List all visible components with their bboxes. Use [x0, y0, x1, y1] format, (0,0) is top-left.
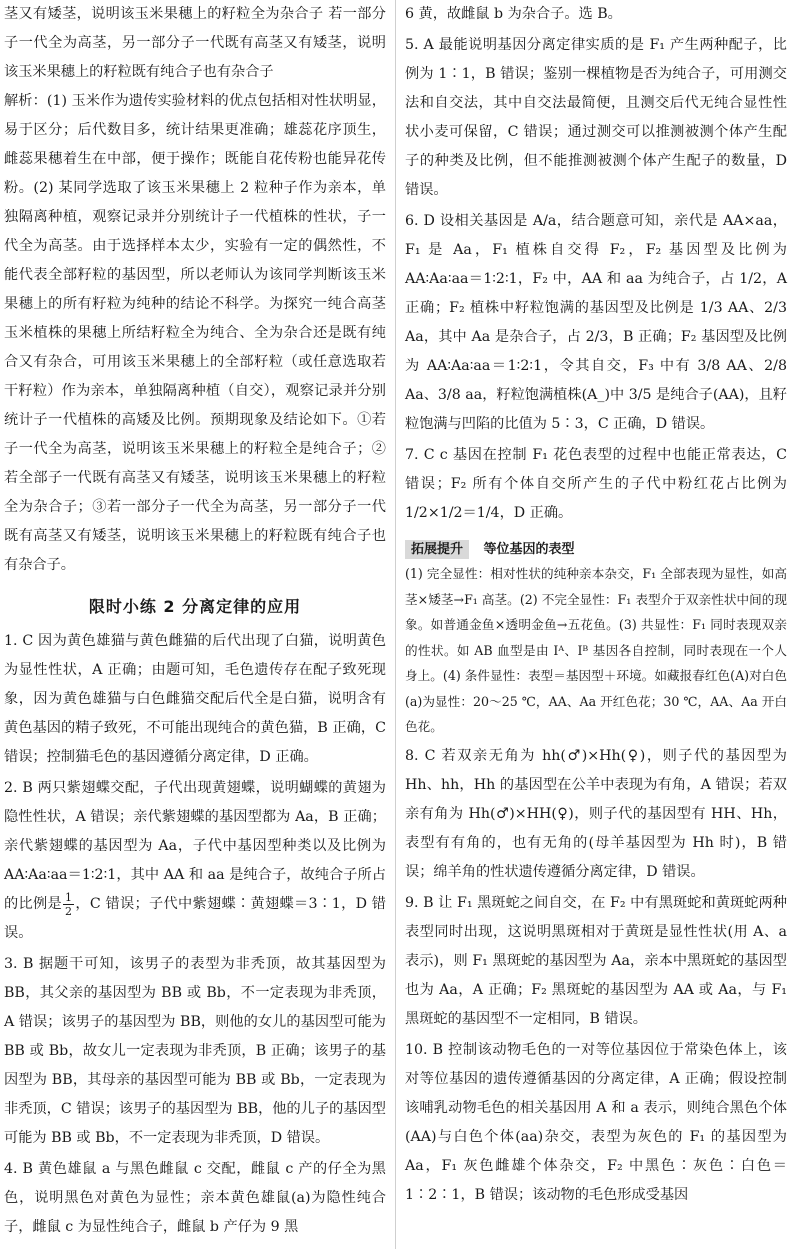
extension-tag: 拓展提升	[405, 540, 469, 559]
fraction-numerator: 1	[65, 890, 73, 904]
extension-header	[405, 538, 787, 557]
left-column	[4, 0, 386, 1242]
fraction-one-half	[63, 891, 74, 918]
column-divider	[395, 0, 396, 1249]
section-title: 限时小练 2 分离定律的应用	[88, 597, 302, 616]
intro-continuation: 茎又有矮茎，说明该玉米果穗上的籽粒全为杂合子 若一部分子一代全为高茎，另一部分子一代既有高茎又有矮茎，说明该玉米果穗上的籽粒既有纯合子也有杂合子	[4, 6, 386, 80]
answer-2	[4, 774, 386, 948]
answer-2-text-b: ，C 错误；子代中紫翅蝶∶黄翅蝶＝3∶1，D 错误。	[4, 896, 386, 941]
right-column	[405, 0, 787, 1210]
answer-5: 5. A 最能说明基因分离定律实质的是 F₁ 产生两种配子，比例为 1∶1，B 错误；鉴别一棵植物是否为纯合子，可用测交法和自交法，其中自交法最简便，且测交后代无纯合显性性状小麦可保留，C 错误；通过测交可以推测被测个体产生配子的种类及比例，但不能推测被测个体产生配子的数量，D 错误。	[405, 37, 787, 198]
answer-4: 4. B 黄色雄鼠 a 与黑色雌鼠 c 交配，雌鼠 c 产的仔全为黑色，说明黑色对黄色为显性；亲本黄色雄鼠(a)为隐性纯合子，雌鼠 c 为显性纯合子，雌鼠 b 产仔为 9 黑	[4, 1161, 386, 1235]
answer-2-text-a: 2. B 两只紫翅蝶交配，子代出现黄翅蝶，说明蝴蝶的黄翅为隐性性状，A 错误；亲代紫翅蝶的基因型都为 Aa，B 正确；亲代紫翅蝶的基因型为 Aa，子代中基因型种类以及比例为 AA∶Aa∶aa＝1∶2∶1，其中 AA 和 aa 是纯合子，故纯合子所占的比例是	[4, 780, 386, 912]
answer-7: 7. C c 基因在控制 F₁ 花色表型的过程中也能正常表达，C 错误；F₂ 所有个体自交所产生的子代中粉红花占比例为 1/2×1/2＝1/4，D 正确。	[405, 447, 787, 521]
answer-3: 3. B 据题干可知，该男子的表型为非秃顶，故其基因型为 BB，其父亲的基因型为 BB 或 Bb，不一定表现为非秃顶，A 错误；该男子的基因型为 BB，则他的女儿的基因型可能为 BB 或 Bb，故女儿一定表现为非秃顶，B 正确；该男子的基因型为 BB，其母亲的基因型可能为 BB 或 Bb，一定表现为非秃顶，C 错误；该男子的基因型为 BB，他的儿子的基因型可能为 BB 或 Bb，不一定表现为非秃顶，D 错误。	[4, 956, 386, 1146]
answer-1: 1. C 因为黄色雄猫与黄色雌猫的后代出现了白猫，说明黄色为显性性状，A 正确；由题可知，毛色遗传存在配子致死现象，因为黄色雄猫与白色雌猫交配后代全是白猫，说明含有黄色基因的精子致死，不可能出现纯合的黄色猫，B 正确，C 错误；控制猫毛色的基因遵循分离定律，D 正确。	[4, 633, 386, 765]
answer-10: 10. B 控制该动物毛色的一对等位基因位于常染色体上，该对等位基因的遗传遵循基因的分离定律，A 正确；假设控制该哺乳动物毛色的相关基因用 A 和 a 表示，则纯合黑色个体(AA)与白色个体(aa)杂交，表型为灰色的 F₁ 的基因型为 Aa，F₁ 灰色雌雄个体杂交，F₂ 中黑色∶灰色∶白色＝1∶2∶1，B 错误；该动物的毛色形成受基因	[405, 1041, 787, 1203]
fraction-denominator: 2	[65, 904, 73, 918]
answer-6: 6. D 设相关基因是 A/a，结合题意可知，亲代是 AA×aa，F₁ 是 Aa，F₁ 植株自交得 F₂，F₂ 基因型及比例为 AA∶Aa∶aa＝1∶2∶1，F₂ 中，AA 和 aa 为纯合子，占 1/2，A 正确；F₂ 植株中籽粒饱满的基因型及比例是 1/3 AA、2/3 Aa，其中 Aa 是杂合子，占 2/3，B 正确；F₂ 基因型及比例为 AA∶Aa∶aa＝1∶2∶1，令其自交，F₃ 中有 3/8 AA、2/8 Aa、3/8 aa，籽粒饱满植株(A_)中 3/5 是纯合子(AA)，且籽粒饱满与凹陷的比值为 5∶3，C 正确，D 错误。	[405, 213, 787, 432]
extension-body: (1) 完全显性：相对性状的纯种亲本杂交，F₁ 全部表现为显性，如高茎×矮茎→F₁ 高茎。(2) 不完全显性：F₁ 表型介于双亲性状中间的现象。如普通金鱼×透明金鱼→五花鱼。(3) 共显性：F₁ 同时表现双亲的性状。如 AB 血型是由 Iᴬ、Iᴮ 基因各自控制，同时表现在一个人身上。(4) 条件显性：表型＝基因型＋环境。如藏报春红色(A)对白色(a)为显性：20～25 ℃，AA、Aa 开红色花；30 ℃，AA、Aa 开白色花。	[405, 566, 787, 734]
extension-title: 等位基因的表型	[483, 542, 575, 557]
answer-9: 9. B 让 F₁ 黑斑蛇之间自交，在 F₂ 中有黑斑蛇和黄斑蛇两种表型同时出现，这说明黑斑相对于黄斑是显性性状(用 A、a 表示)，则 F₁ 黑斑蛇的基因型为 Aa，亲本中黑斑蛇的基因型也为 Aa，A 正确；F₂ 黑斑蛇的基因型为 AA 或 Aa，与 F₁ 黑斑蛇的基因型不一定相同，B 错误。	[405, 894, 787, 1027]
analysis-paragraph: 解析：(1) 玉米作为遗传实验材料的优点包括相对性状明显，易于区分；后代数目多，统计结果更准确；雄蕊花序顶生，雌蕊果穗着生在中部，便于操作；既能自花传粉也能异花传粉。(2) 某同学选取了该玉米果穗上 2 粒种子作为亲本，单独隔离种植，观察记录并分别统计子一代植株的性状，子一代全为高茎。由于选择样本太少，实验有一定的偶然性，不能代表全部籽粒的基因型，所以老师认为该同学判断该玉米果穗上的所有籽粒为纯种的结论不科学。为探究一纯合高茎玉米植株的果穗上所结籽粒全为纯合、全为杂合还是既有纯合又有杂合，可用该玉米果穗上的全部籽粒（或任意选取若干籽粒）作为亲本，单独隔离种植（自交），观察记录并分别统计子一代植株的高矮及比例。预期现象及结论如下。①若子一代全为高茎，说明该玉米果穗上的籽粒全是纯合子；②若全部子一代既有高茎又有矮茎，说明该玉米果穗上的籽粒全为杂合子；③若一部分子一代全为高茎，另一部分子一代既有高茎又有矮茎，说明该玉米果穗上的籽粒既有纯合子也有杂合子。	[4, 93, 386, 573]
answer-8: 8. C 若双亲无角为 hh(♂)×Hh(♀)，则子代的基因型为 Hh、hh，Hh 的基因型在公羊中表现为有角，A 错误；若双亲有角为 Hh(♂)×HH(♀)，则子代的基因型有 HH、Hh，表型有有角的，也有无角的(母羊基因型为 Hh 时)，B 错误；绵羊角的性状遗传遵循分离定律，D 错误。	[405, 747, 787, 880]
answer-4-continuation: 6 黄，故雌鼠 b 为杂合子。选 B。	[405, 6, 622, 22]
